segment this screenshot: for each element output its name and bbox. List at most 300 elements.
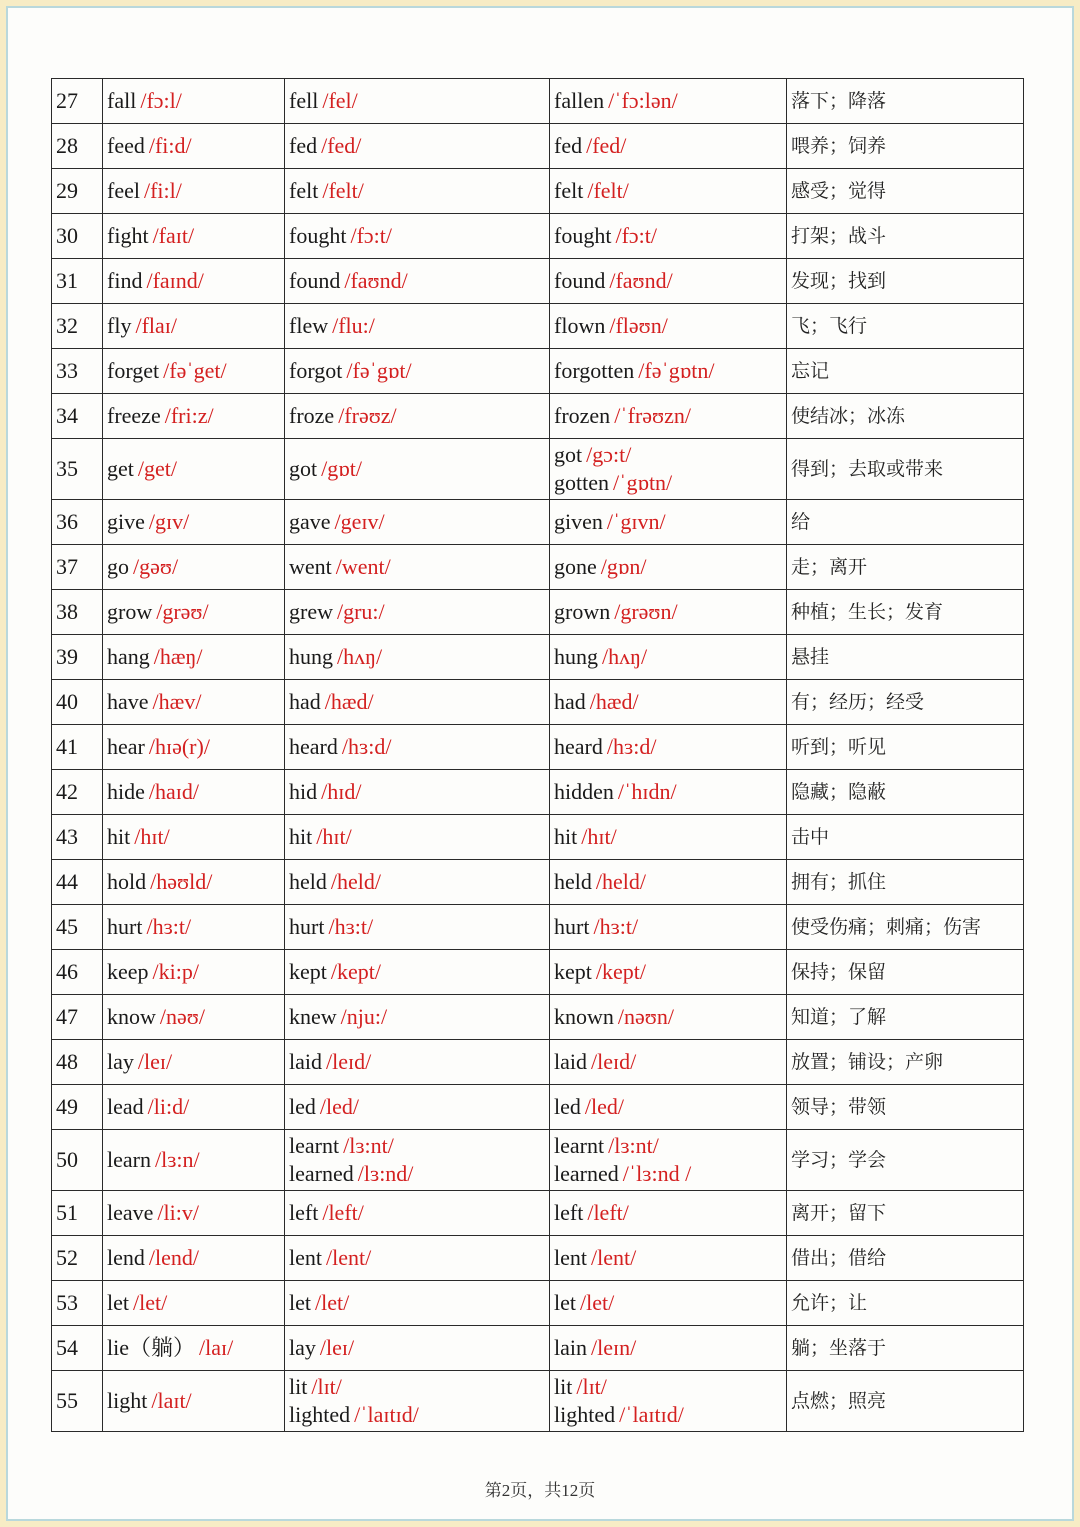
verb-word: got [289, 456, 318, 481]
past-participle-cell-form [554, 1401, 786, 1429]
base-form-cell-form [107, 1147, 200, 1172]
verb-word: learn [107, 1147, 151, 1172]
row-number: 36 [52, 500, 103, 545]
table-row [52, 680, 1024, 725]
verb-word: light [107, 1388, 148, 1413]
verb-word: hang [107, 644, 150, 669]
past-tense-cell [285, 590, 550, 635]
past-participle-cell-form [554, 178, 629, 203]
past-tense-cell [285, 1040, 550, 1085]
verb-word: knew [289, 1004, 337, 1029]
base-form-cell-form [107, 1200, 199, 1225]
past-participle-cell-form [554, 1335, 636, 1360]
past-participle-cell [550, 1040, 787, 1085]
base-form-cell-form [107, 554, 178, 579]
verb-word: forgotten [554, 358, 635, 383]
meaning-cell: 悬挂 [787, 635, 1024, 680]
past-tense-cell-form [289, 1373, 549, 1401]
past-participle-cell-form [554, 1373, 786, 1401]
past-participle-cell [550, 1085, 787, 1130]
past-tense-cell-form [289, 599, 385, 624]
phonetic: /lent/ [326, 1245, 372, 1270]
row-number: 38 [52, 590, 103, 635]
verb-word: keep [107, 959, 149, 984]
past-participle-cell [550, 1371, 787, 1432]
row-number: 50 [52, 1130, 103, 1191]
past-tense-cell [285, 1085, 550, 1130]
meaning-cell: 放置；铺设；产卵 [787, 1040, 1024, 1085]
past-participle-cell-form [554, 268, 673, 293]
past-participle-cell-form [554, 1132, 786, 1160]
phonetic: /leɪ/ [319, 1335, 355, 1360]
verb-word: kept [554, 959, 592, 984]
base-form-cell-form [107, 599, 209, 624]
verb-word: got [554, 442, 583, 467]
base-form-cell [103, 169, 285, 214]
past-participle-cell [550, 680, 787, 725]
table-row [52, 1130, 1024, 1191]
verb-word: heard [289, 734, 338, 759]
table-row [52, 79, 1024, 124]
row-number: 46 [52, 950, 103, 995]
past-tense-cell-form [289, 959, 381, 984]
phonetic: /hɪd/ [321, 779, 362, 804]
verb-word: grown [554, 599, 611, 624]
past-tense-cell-form [289, 554, 391, 579]
phonetic: /fɔ:t/ [615, 223, 657, 248]
past-tense-cell [285, 905, 550, 950]
table-row [52, 394, 1024, 439]
phonetic: /held/ [595, 869, 646, 894]
past-participle-cell [550, 1191, 787, 1236]
past-participle-cell [550, 1281, 787, 1326]
past-participle-cell-form [554, 469, 786, 497]
verb-word: find [107, 268, 143, 293]
row-number: 51 [52, 1191, 103, 1236]
past-tense-cell-form [289, 268, 408, 293]
phonetic: /leɪn/ [591, 1335, 637, 1360]
phonetic: /faɪnd/ [146, 268, 204, 293]
verb-word: flew [289, 313, 329, 338]
phonetic: /ˈfrəʊzn/ [614, 403, 691, 428]
base-form-cell-form [107, 734, 210, 759]
phonetic: /laɪt/ [151, 1388, 192, 1413]
table-row [52, 169, 1024, 214]
meaning-cell: 躺；坐落于 [787, 1326, 1024, 1371]
past-participle-cell [550, 1326, 787, 1371]
phonetic: /lent/ [591, 1245, 637, 1270]
verb-word: laid [289, 1049, 322, 1074]
verb-word: lit [554, 1374, 573, 1399]
verb-word: left [289, 1200, 319, 1225]
base-form-cell [103, 394, 285, 439]
past-participle-cell [550, 169, 787, 214]
base-form-cell-form [107, 959, 199, 984]
verb-word: grew [289, 599, 333, 624]
past-participle-cell-form [554, 779, 677, 804]
past-participle-cell [550, 860, 787, 905]
base-form-cell-form [107, 779, 199, 804]
past-tense-cell-form [289, 456, 362, 481]
past-tense-cell [285, 725, 550, 770]
base-form-cell [103, 79, 285, 124]
verb-word: forget [107, 358, 160, 383]
phonetic: /hɪt/ [134, 824, 170, 849]
past-tense-cell [285, 770, 550, 815]
base-form-cell-form [107, 689, 201, 714]
phonetic: /lɜ:nt/ [343, 1133, 394, 1158]
meaning-cell: 感受；觉得 [787, 169, 1024, 214]
phonetic: /hæd/ [324, 689, 374, 714]
verb-word: lay [289, 1335, 316, 1360]
past-tense-cell-form [289, 869, 381, 894]
verb-word: lead [107, 1094, 144, 1119]
base-form-cell-form [107, 358, 227, 383]
verb-word: hold [107, 869, 147, 894]
meaning-cell: 打架；战斗 [787, 214, 1024, 259]
phonetic: /ˈfɔ:lən/ [608, 88, 678, 113]
past-participle-cell [550, 214, 787, 259]
phonetic: /frəʊz/ [338, 403, 397, 428]
phonetic: /faʊnd/ [609, 268, 673, 293]
verb-word: felt [554, 178, 584, 203]
meaning-cell: 走；离开 [787, 545, 1024, 590]
verb-word: lent [554, 1245, 587, 1270]
base-form-cell-form [107, 824, 170, 849]
base-form-cell [103, 1326, 285, 1371]
phonetic: /felt/ [587, 178, 629, 203]
phonetic: /faɪt/ [152, 223, 195, 248]
row-number: 37 [52, 545, 103, 590]
table-row [52, 1085, 1024, 1130]
row-number: 44 [52, 860, 103, 905]
table-row [52, 259, 1024, 304]
past-participle-cell [550, 124, 787, 169]
verb-word: hidden [554, 779, 614, 804]
phonetic: /gəʊ/ [133, 554, 179, 579]
phonetic: /li:d/ [147, 1094, 190, 1119]
past-tense-cell [285, 1326, 550, 1371]
phonetic: /ˈlɜ:nd / [622, 1161, 692, 1186]
verb-word: know [107, 1004, 156, 1029]
base-form-cell-form [107, 133, 192, 158]
verb-word: freeze [107, 403, 161, 428]
base-form-cell [103, 1236, 285, 1281]
verb-word: lit [289, 1374, 308, 1399]
verb-word: feed [107, 133, 145, 158]
phonetic: /hɜ:t/ [328, 914, 374, 939]
past-participle-cell-form [554, 689, 639, 714]
verb-word: leave [107, 1200, 154, 1225]
phonetic: /fəˈgɒtn/ [638, 358, 715, 383]
past-participle-cell-form [554, 1004, 674, 1029]
past-participle-cell-form [554, 313, 668, 338]
verb-word: known [554, 1004, 614, 1029]
base-form-cell [103, 1085, 285, 1130]
past-tense-cell [285, 635, 550, 680]
meaning-cell: 种植；生长；发育 [787, 590, 1024, 635]
row-number: 49 [52, 1085, 103, 1130]
verb-word: lighted [289, 1402, 351, 1427]
past-participle-cell-form [554, 1290, 614, 1315]
past-tense-cell [285, 815, 550, 860]
verb-word: fly [107, 313, 132, 338]
verb-word: learned [554, 1161, 619, 1186]
verb-word: kept [289, 959, 327, 984]
past-tense-cell-form [289, 313, 375, 338]
table-row [52, 1236, 1024, 1281]
past-participle-cell-form [554, 223, 657, 248]
past-tense-cell [285, 214, 550, 259]
phonetic: /grəʊ/ [156, 599, 209, 624]
phonetic: /hɪt/ [581, 824, 617, 849]
verb-word: hurt [107, 914, 143, 939]
past-tense-cell-form [289, 1200, 364, 1225]
table-row [52, 815, 1024, 860]
meaning-cell: 借出；借给 [787, 1236, 1024, 1281]
verb-word: found [289, 268, 341, 293]
verb-word: hit [107, 824, 131, 849]
phonetic: /hɜ:t/ [146, 914, 192, 939]
row-number: 27 [52, 79, 103, 124]
verb-word: flown [554, 313, 606, 338]
verb-word: hear [107, 734, 145, 759]
past-tense-cell-form [289, 1094, 359, 1119]
past-tense-cell-form [289, 403, 397, 428]
base-form-cell [103, 349, 285, 394]
phonetic: /hʌŋ/ [602, 644, 648, 669]
verb-word: lie（躺） [107, 1335, 195, 1360]
base-form-cell-form [107, 869, 212, 894]
verb-word: hurt [554, 914, 590, 939]
irregular-verb-table [51, 78, 1024, 1432]
meaning-cell: 允许；让 [787, 1281, 1024, 1326]
phonetic: /fləʊn/ [609, 313, 668, 338]
past-tense-cell [285, 259, 550, 304]
verb-word: given [554, 509, 603, 534]
phonetic: /hɪə(r)/ [148, 734, 210, 759]
phonetic: /let/ [580, 1290, 615, 1315]
phonetic: /fed/ [586, 133, 627, 158]
verb-word: get [107, 456, 134, 481]
base-form-cell [103, 995, 285, 1040]
base-form-cell-form [107, 223, 194, 248]
past-tense-cell [285, 1130, 550, 1191]
verb-word: go [107, 554, 129, 579]
verb-word: fought [554, 223, 612, 248]
phonetic: /gɔ:t/ [586, 442, 632, 467]
past-tense-cell-form [289, 1401, 549, 1429]
past-participle-cell-form [554, 1094, 624, 1119]
base-form-cell-form [107, 1245, 199, 1270]
past-tense-cell [285, 680, 550, 725]
base-form-cell [103, 304, 285, 349]
phonetic: /went/ [335, 554, 391, 579]
table-row [52, 1281, 1024, 1326]
past-tense-cell-form [289, 1132, 549, 1160]
phonetic: /ˈlaɪtɪd/ [354, 1402, 419, 1427]
past-tense-cell [285, 995, 550, 1040]
verb-word: laid [554, 1049, 587, 1074]
past-participle-cell [550, 905, 787, 950]
verb-word: fight [107, 223, 149, 248]
phonetic: /fed/ [321, 133, 362, 158]
meaning-cell: 发现；找到 [787, 259, 1024, 304]
phonetic: /fi:d/ [148, 133, 192, 158]
phonetic: /ˈgɒtn/ [613, 470, 673, 495]
phonetic: /hɜ:t/ [593, 914, 639, 939]
phonetic: /let/ [315, 1290, 350, 1315]
verb-word: felt [289, 178, 319, 203]
row-number: 54 [52, 1326, 103, 1371]
past-tense-cell [285, 394, 550, 439]
base-form-cell-form [107, 914, 191, 939]
base-form-cell-form [107, 1388, 192, 1413]
verb-word: lay [107, 1049, 134, 1074]
verb-word: fell [289, 88, 319, 113]
past-participle-cell-form [554, 133, 626, 158]
phonetic: /fel/ [322, 88, 358, 113]
table-row [52, 214, 1024, 259]
verb-word: held [289, 869, 327, 894]
base-form-cell [103, 770, 285, 815]
row-number: 53 [52, 1281, 103, 1326]
past-participle-cell-form [554, 824, 617, 849]
past-participle-cell [550, 349, 787, 394]
phonetic: /hʌŋ/ [337, 644, 383, 669]
base-form-cell [103, 1040, 285, 1085]
meaning-cell: 点燃；照亮 [787, 1371, 1024, 1432]
verb-word: fed [554, 133, 583, 158]
verb-word: learnt [554, 1133, 605, 1158]
table-row [52, 349, 1024, 394]
past-tense-cell-form [289, 1290, 349, 1315]
row-number: 41 [52, 725, 103, 770]
past-tense-cell-form [289, 824, 352, 849]
past-participle-cell-form [554, 1245, 636, 1270]
phonetic: /fəˈgɒt/ [346, 358, 412, 383]
past-participle-cell [550, 500, 787, 545]
past-tense-cell [285, 1371, 550, 1432]
base-form-cell-form [107, 178, 182, 203]
base-form-cell [103, 950, 285, 995]
verb-word: gone [554, 554, 597, 579]
base-form-cell-form [107, 313, 177, 338]
verb-word: forgot [289, 358, 343, 383]
past-participle-cell-form [554, 914, 638, 939]
table-row [52, 950, 1024, 995]
row-number: 48 [52, 1040, 103, 1085]
phonetic: /led/ [319, 1094, 359, 1119]
base-form-cell-form [107, 1049, 172, 1074]
base-form-cell-form [107, 644, 203, 669]
phonetic: /lɜ:nd/ [357, 1161, 414, 1186]
table-row [52, 725, 1024, 770]
past-participle-cell [550, 394, 787, 439]
row-number: 32 [52, 304, 103, 349]
phonetic: /gɒt/ [321, 456, 362, 481]
verb-word: have [107, 689, 149, 714]
verb-word: led [289, 1094, 316, 1119]
table-row [52, 500, 1024, 545]
past-tense-cell [285, 304, 550, 349]
phonetic: /lɪt/ [311, 1374, 342, 1399]
phonetic: /ˈlaɪtɪd/ [619, 1402, 684, 1427]
row-number: 35 [52, 439, 103, 500]
phonetic: /fri:z/ [164, 403, 214, 428]
phonetic: /grəʊn/ [614, 599, 678, 624]
past-participle-cell-form [554, 599, 678, 624]
phonetic: /gɪv/ [148, 509, 190, 534]
meaning-cell: 离开；留下 [787, 1191, 1024, 1236]
phonetic: /let/ [133, 1290, 168, 1315]
phonetic: /lend/ [148, 1245, 199, 1270]
phonetic: /felt/ [322, 178, 364, 203]
past-tense-cell [285, 860, 550, 905]
past-participle-cell [550, 545, 787, 590]
base-form-cell [103, 725, 285, 770]
verb-word: lighted [554, 1402, 616, 1427]
past-tense-cell [285, 500, 550, 545]
phonetic: /flu:/ [332, 313, 375, 338]
base-form-cell-form [107, 403, 214, 428]
phonetic: /left/ [322, 1200, 364, 1225]
table-row [52, 590, 1024, 635]
base-form-cell [103, 1191, 285, 1236]
past-tense-cell-form [289, 689, 374, 714]
meaning-cell: 有；经历；经受 [787, 680, 1024, 725]
verb-word: went [289, 554, 332, 579]
verb-word: hid [289, 779, 318, 804]
phonetic: /hæv/ [152, 689, 202, 714]
past-participle-cell-form [554, 1049, 636, 1074]
past-tense-cell [285, 1281, 550, 1326]
table-row [52, 995, 1024, 1040]
phonetic: /nəʊn/ [617, 1004, 674, 1029]
phonetic: /lɜ:nt/ [608, 1133, 659, 1158]
past-participle-cell-form [554, 1200, 629, 1225]
meaning-cell: 知道；了解 [787, 995, 1024, 1040]
table-row [52, 770, 1024, 815]
verb-word: feel [107, 178, 140, 203]
past-participle-cell [550, 1236, 787, 1281]
past-participle-cell-form [554, 509, 666, 534]
phonetic: /ˈgɪvn/ [606, 509, 666, 534]
meaning-cell: 忘记 [787, 349, 1024, 394]
verb-word: heard [554, 734, 603, 759]
past-tense-cell-form [289, 358, 412, 383]
verb-word: grow [107, 599, 153, 624]
verb-word: learnt [289, 1133, 340, 1158]
past-participle-cell [550, 590, 787, 635]
phonetic: /fɔ:t/ [350, 223, 392, 248]
past-participle-cell-form [554, 1160, 786, 1188]
table-row [52, 860, 1024, 905]
table-row [52, 304, 1024, 349]
past-tense-cell [285, 349, 550, 394]
phonetic: /fəˈget/ [163, 358, 227, 383]
phonetic: /left/ [587, 1200, 629, 1225]
base-form-cell-form [107, 88, 182, 113]
base-form-cell [103, 1281, 285, 1326]
meaning-cell: 喂养；饲养 [787, 124, 1024, 169]
phonetic: /fi:l/ [143, 178, 182, 203]
table-row [52, 905, 1024, 950]
base-form-cell [103, 124, 285, 169]
past-tense-cell-form [289, 779, 361, 804]
base-form-cell-form [107, 1335, 233, 1360]
phonetic: /gɒn/ [600, 554, 647, 579]
